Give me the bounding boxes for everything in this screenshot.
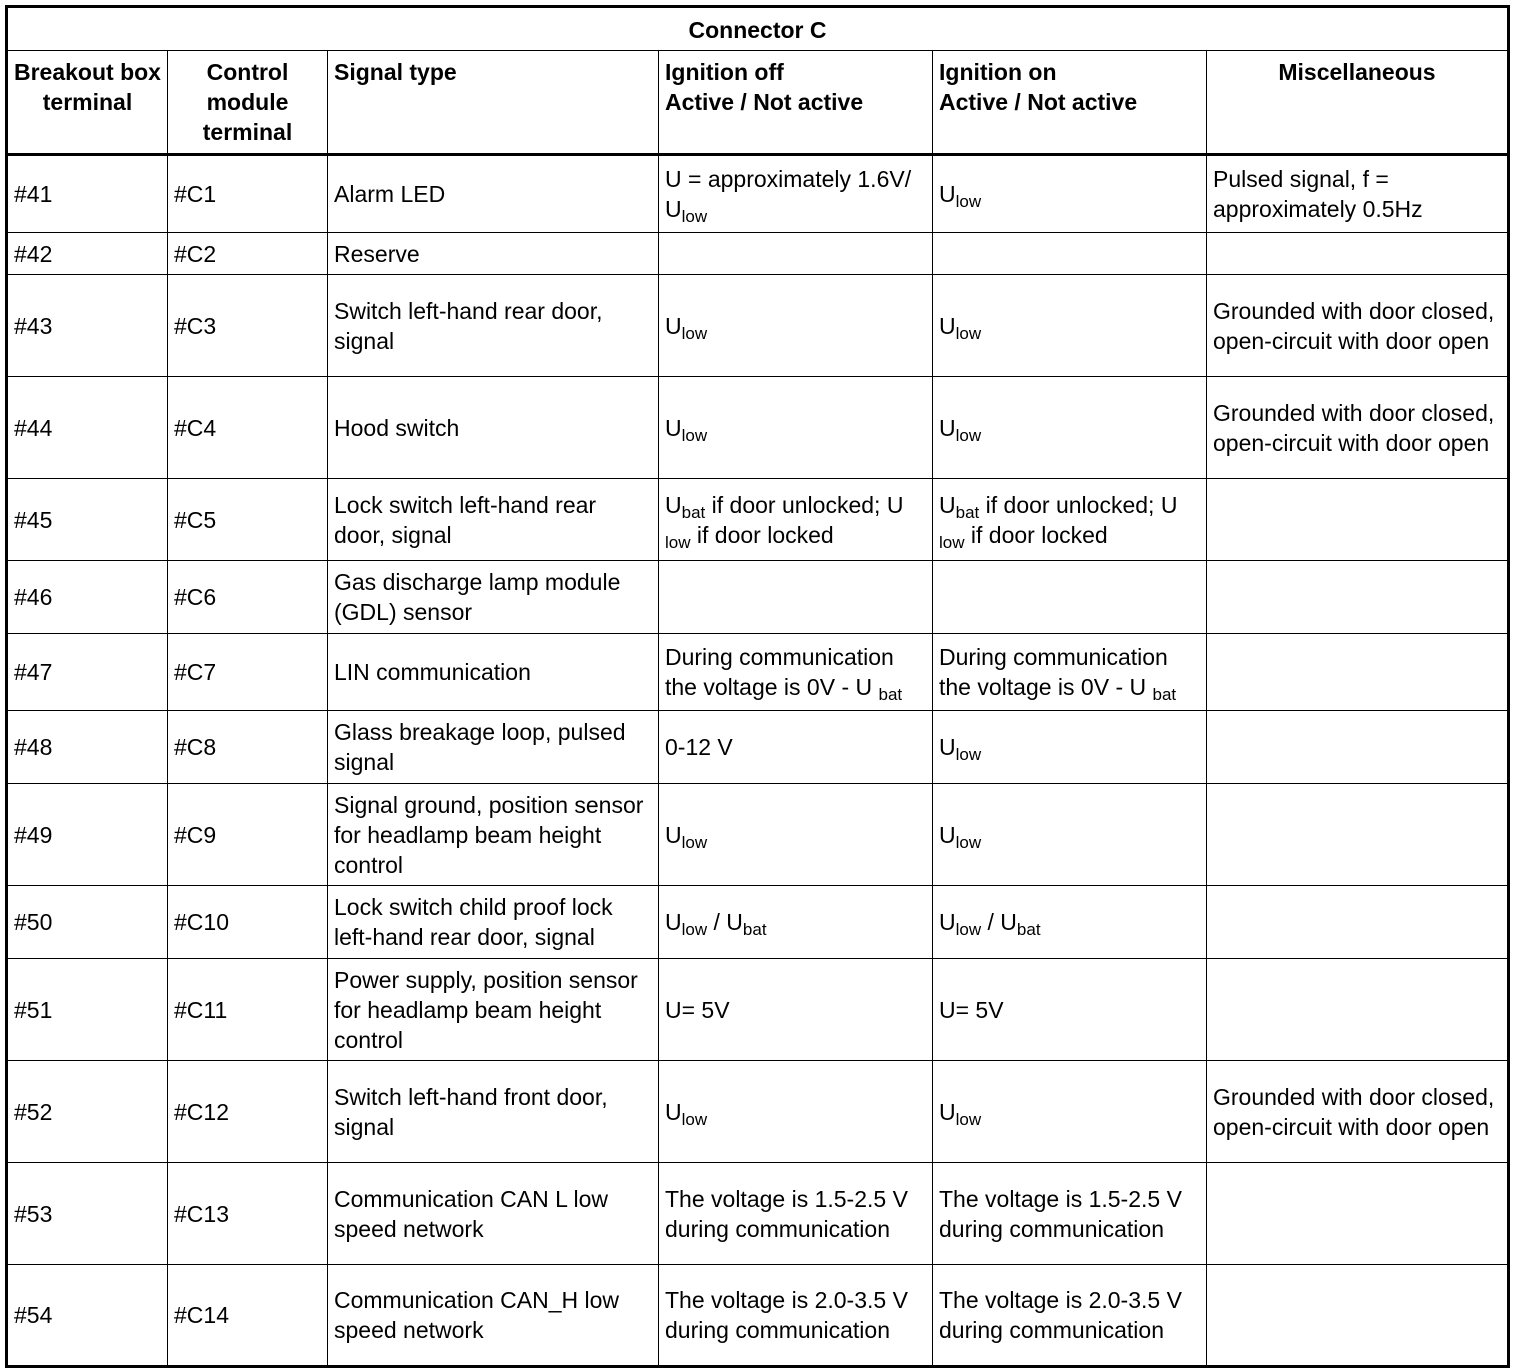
- breakout-terminal-cell: #47: [7, 634, 168, 711]
- ignition-off-cell-text: U: [665, 312, 682, 339]
- ignition-on-cell: [933, 1061, 1207, 1163]
- control-terminal-cell: #C5: [168, 479, 328, 561]
- ignition-on-cell-text: U= 5V: [939, 996, 1004, 1023]
- breakout-terminal-cell: #50: [7, 886, 168, 959]
- breakout-terminal-cell: #48: [7, 711, 168, 784]
- ignition-on-cell-text: U: [939, 821, 956, 848]
- control-terminal-cell: #C3: [168, 275, 328, 377]
- header-ignition-off: [659, 51, 933, 155]
- ignition-off-cell: [659, 155, 933, 233]
- control-terminal-cell: #C14: [168, 1265, 328, 1367]
- ignition-off-cell-text: / U: [707, 909, 743, 935]
- ignition-on-cell-subscript: low: [955, 192, 982, 211]
- connector-c-table: [5, 5, 1510, 1368]
- ignition-on-cell-text: The voltage is 2.0-3.5 V during communication: [939, 1287, 1189, 1343]
- ignition-on-cell: [933, 959, 1207, 1061]
- header-control-module-terminal: Control module terminal: [168, 51, 328, 155]
- signal-type-cell: Reserve: [328, 233, 659, 275]
- table-row: [7, 959, 1509, 1061]
- ignition-off-cell-text: During communication the voltage is 0V - U: [665, 644, 901, 700]
- ignition-off-cell-text: U = approximately 1.6V/ U: [665, 166, 918, 222]
- table-row: [7, 479, 1509, 561]
- breakout-terminal-cell: #46: [7, 561, 168, 634]
- miscellaneous-cell: [1207, 479, 1509, 561]
- ignition-on-cell-subscript: bat: [955, 502, 980, 522]
- table-row: [7, 233, 1509, 275]
- breakout-terminal-cell: #45: [7, 479, 168, 561]
- ignition-on-cell: [933, 275, 1207, 377]
- control-terminal-cell: #C1: [168, 155, 328, 233]
- ignition-on-cell: [933, 155, 1207, 233]
- ignition-on-cell-text: U: [939, 414, 956, 441]
- miscellaneous-cell: [1207, 711, 1509, 784]
- ignition-off-cell: [659, 959, 933, 1061]
- table-row: [7, 1163, 1509, 1265]
- breakout-terminal-cell: #44: [7, 377, 168, 479]
- ignition-on-cell-text: The voltage is 1.5-2.5 V during communication: [939, 1185, 1189, 1242]
- miscellaneous-cell: [1207, 959, 1509, 1061]
- ignition-on-cell: [933, 479, 1207, 561]
- ignition-on-cell-text: if door unlocked; U: [979, 491, 1184, 518]
- ignition-on-cell: [933, 1265, 1207, 1367]
- ignition-on-cell-subscript: bat: [1016, 920, 1041, 939]
- breakout-terminal-cell: #41: [7, 155, 168, 233]
- breakout-terminal-cell: #51: [7, 959, 168, 1061]
- ignition-on-cell: [933, 784, 1207, 886]
- control-terminal-cell: #C7: [168, 634, 328, 711]
- table-body: [7, 155, 1509, 1367]
- table-row: [7, 1061, 1509, 1163]
- miscellaneous-cell: [1207, 1163, 1509, 1265]
- ignition-on-cell-subscript: bat: [1152, 685, 1177, 704]
- control-terminal-cell: #C8: [168, 711, 328, 784]
- header-ignition-off-line2: Active / Not active: [665, 89, 864, 115]
- control-terminal-cell: #C4: [168, 377, 328, 479]
- control-terminal-cell: #C10: [168, 886, 328, 959]
- ignition-off-cell-subscript: bat: [681, 502, 706, 522]
- ignition-off-cell-subscript: low: [681, 207, 708, 226]
- control-terminal-cell: #C11: [168, 959, 328, 1061]
- miscellaneous-cell: Grounded with door closed, open-circuit with door open: [1207, 275, 1509, 377]
- ignition-on-cell: [933, 377, 1207, 479]
- ignition-on-cell-subscript: low: [955, 425, 982, 445]
- ignition-on-cell: [933, 561, 1207, 634]
- ignition-on-cell: [933, 886, 1207, 959]
- table-row: [7, 275, 1509, 377]
- miscellaneous-cell: [1207, 634, 1509, 711]
- signal-type-cell: Lock switch left-hand rear door, signal: [328, 479, 659, 561]
- ignition-off-cell-subscript: bat: [742, 920, 767, 939]
- miscellaneous-cell: Grounded with door closed, open-circuit with door open: [1207, 1061, 1509, 1163]
- ignition-off-cell-text: U: [665, 414, 682, 441]
- ignition-off-cell: [659, 233, 933, 275]
- signal-type-cell: Hood switch: [328, 377, 659, 479]
- miscellaneous-cell: [1207, 1265, 1509, 1367]
- ignition-on-cell: [933, 233, 1207, 275]
- ignition-on-cell: [933, 634, 1207, 711]
- ignition-on-cell-subscript: low: [955, 920, 982, 939]
- ignition-on-cell-text: U: [939, 491, 956, 518]
- table-row: [7, 886, 1509, 959]
- control-terminal-cell: #C2: [168, 233, 328, 275]
- table-row: [7, 634, 1509, 711]
- table-row: [7, 561, 1509, 634]
- ignition-off-cell-subscript: low: [681, 323, 708, 343]
- table-title: Connector C: [7, 7, 1509, 51]
- breakout-terminal-cell: #42: [7, 233, 168, 275]
- header-miscellaneous: Miscellaneous: [1207, 51, 1509, 155]
- ignition-on-cell-text: U: [939, 181, 956, 207]
- miscellaneous-cell: Grounded with door closed, open-circuit with door open: [1207, 377, 1509, 479]
- signal-type-cell: Lock switch child proof lock left-hand rear door, signal: [328, 886, 659, 959]
- ignition-off-cell-text: U: [665, 491, 682, 518]
- control-terminal-cell: #C12: [168, 1061, 328, 1163]
- ignition-on-cell-subscript: low: [955, 745, 982, 764]
- ignition-on-cell-subscript: low: [955, 832, 982, 852]
- ignition-off-cell-text: The voltage is 2.0-3.5 V during communication: [665, 1287, 915, 1343]
- ignition-off-cell-subscript: low: [681, 832, 708, 852]
- breakout-terminal-cell: #54: [7, 1265, 168, 1367]
- miscellaneous-cell: [1207, 886, 1509, 959]
- ignition-off-cell-text: if door locked: [690, 521, 834, 548]
- header-ignition-off-line1: Ignition off: [665, 59, 784, 85]
- ignition-off-cell-text: U= 5V: [665, 996, 730, 1023]
- ignition-off-cell: [659, 561, 933, 634]
- ignition-off-cell-subscript: bat: [878, 685, 903, 704]
- breakout-terminal-cell: #49: [7, 784, 168, 886]
- ignition-off-cell-text: U: [665, 1098, 682, 1125]
- ignition-off-cell-subscript: low: [681, 425, 708, 445]
- ignition-off-cell: [659, 377, 933, 479]
- table-row: [7, 377, 1509, 479]
- signal-type-cell: Switch left-hand rear door, signal: [328, 275, 659, 377]
- signal-type-cell: Alarm LED: [328, 155, 659, 233]
- ignition-off-cell: [659, 784, 933, 886]
- ignition-off-cell: [659, 1061, 933, 1163]
- table-row: [7, 1265, 1509, 1367]
- ignition-on-cell: [933, 711, 1207, 784]
- ignition-off-cell: [659, 1265, 933, 1367]
- ignition-off-cell: [659, 1163, 933, 1265]
- ignition-off-cell: [659, 711, 933, 784]
- miscellaneous-cell: [1207, 233, 1509, 275]
- ignition-on-cell-subscript: low: [939, 532, 965, 552]
- ignition-on-cell-text: U: [939, 909, 956, 935]
- header-ignition-on: [933, 51, 1207, 155]
- breakout-terminal-cell: #53: [7, 1163, 168, 1265]
- miscellaneous-cell: Pulsed signal, f = approximately 0.5Hz: [1207, 155, 1509, 233]
- ignition-off-cell: [659, 275, 933, 377]
- signal-type-cell: Switch left-hand front door, signal: [328, 1061, 659, 1163]
- signal-type-cell: Glass breakage loop, pulsed signal: [328, 711, 659, 784]
- ignition-off-cell-text: if door unlocked; U: [705, 491, 910, 518]
- ignition-on-cell-text: U: [939, 1098, 956, 1125]
- table-row: [7, 784, 1509, 886]
- ignition-on-cell-text: During communication the voltage is 0V - U: [939, 644, 1175, 700]
- ignition-off-cell: [659, 634, 933, 711]
- ignition-on-cell-text: U: [939, 312, 956, 339]
- header-ignition-on-line2: Active / Not active: [939, 89, 1138, 115]
- ignition-off-cell-subscript: low: [681, 1109, 708, 1129]
- miscellaneous-cell: [1207, 561, 1509, 634]
- ignition-off-cell-text: 0-12 V: [665, 734, 733, 760]
- ignition-off-cell-text: The voltage is 1.5-2.5 V during communication: [665, 1185, 915, 1242]
- table-row: [7, 711, 1509, 784]
- header-ignition-on-line1: Ignition on: [939, 59, 1057, 85]
- signal-type-cell: Power supply, position sensor for headlamp beam height control: [328, 959, 659, 1061]
- ignition-on-cell-subscript: low: [955, 1109, 982, 1129]
- ignition-on-cell: [933, 1163, 1207, 1265]
- ignition-off-cell-text: U: [665, 909, 682, 935]
- header-signal-type: Signal type: [328, 51, 659, 155]
- ignition-on-cell-text: / U: [981, 909, 1017, 935]
- ignition-off-cell: [659, 479, 933, 561]
- signal-type-cell: Communication CAN_H low speed network: [328, 1265, 659, 1367]
- signal-type-cell: LIN communication: [328, 634, 659, 711]
- ignition-on-cell-subscript: low: [955, 323, 982, 343]
- ignition-off-cell-subscript: low: [665, 532, 691, 552]
- ignition-off-cell-subscript: low: [681, 920, 708, 939]
- signal-type-cell: Gas discharge lamp module (GDL) sensor: [328, 561, 659, 634]
- table-row: [7, 155, 1509, 233]
- breakout-terminal-cell: #43: [7, 275, 168, 377]
- control-terminal-cell: #C13: [168, 1163, 328, 1265]
- breakout-terminal-cell: #52: [7, 1061, 168, 1163]
- signal-type-cell: Signal ground, position sensor for headlamp beam height control: [328, 784, 659, 886]
- control-terminal-cell: #C9: [168, 784, 328, 886]
- ignition-off-cell-text: U: [665, 821, 682, 848]
- ignition-on-cell-text: if door locked: [964, 521, 1108, 548]
- ignition-on-cell-text: U: [939, 734, 956, 760]
- ignition-off-cell: [659, 886, 933, 959]
- signal-type-cell: Communication CAN L low speed network: [328, 1163, 659, 1265]
- control-terminal-cell: #C6: [168, 561, 328, 634]
- miscellaneous-cell: [1207, 784, 1509, 886]
- header-breakout-box-terminal: Breakout box terminal: [7, 51, 168, 155]
